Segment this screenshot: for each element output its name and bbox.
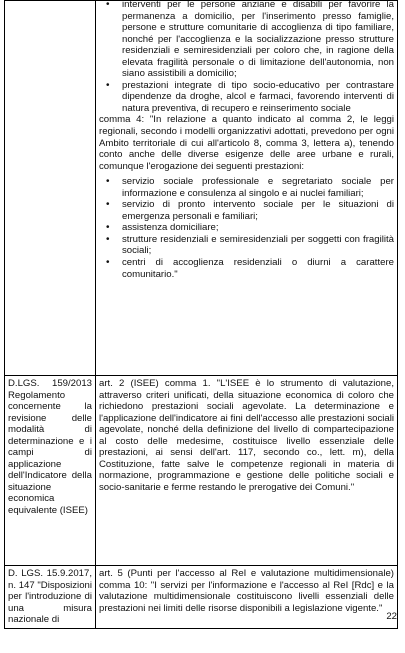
table-row [5,376,398,566]
list-item: • interventi per le persone anziane e disabili per favorire la permanenza a domicilio, per l'inserimento presso famiglie, persone e strutture comunitarie di accoglienza di tipo familiare, nonché per l'accoglienza e la socializzazione presso strutture residenziali e semiresidenziali per coloro che, in ragione della elevata fragilità personale o di limitazione dell'autonomia, non siano assistibili a domicilio; [99,0,394,80]
list-item: • centri di accoglienza residenziali o diurni a carattere comunitario." [99,257,394,280]
list-item: • strutture residenziali e semiresidenziali per soggetti con fragilità sociali; [99,234,394,257]
bullet-list-b [99,176,394,280]
row3-right-cell: art. 5 (Punti per l'accesso al ReI e valutazione multidimensionale) comma 10: "I servizi per l'informazione e l'accesso al ReI [Rdc] e la valutazione multidimensionale costituiscono livelli essenziali delle prestazioni nei limiti delle risorse disponibili a legislazione vigente." [96,566,398,629]
bullet-list-a [99,0,394,114]
row1-left-cell [5,1,96,376]
table-row [5,1,398,376]
document-table [4,0,398,629]
row1-right-cell [96,1,398,376]
list-item: • servizio sociale professionale e segretariato sociale per informazione e consulenza al singolo e ai nuclei familiari; [99,176,394,199]
row2-right-cell: art. 2 (ISEE) comma 1. "L'ISEE è lo strumento di valutazione, attraverso criteri unificati, della situazione economica di coloro che richiedono prestazioni sociali agevolate. La determinazione e l'applicazione dell'indicatore ai fini dell'accesso alle prestazioni sociali agevolate, nonché della definizione del livello di compartecipazione al costo delle medesime, costituisce livello essenziale delle prestazioni, ai sensi dell'art. 117, secondo co., lett. m), della Costituzione, fatte salve le competenze regionali in materia di normazione, programmazione e gestione delle politiche sociali e socio-sanitarie e ferme restando le prerogative dei Comuni." [96,376,398,566]
row3-left-cell: D. LGS. 15.9.2017, n. 147 "Disposizioni per l'introduzione di una misura nazionale di [5,566,96,629]
list-item: • servizio di pronto intervento sociale per le situazioni di emergenza personali e familiari; [99,199,394,222]
page-number: 22 [386,611,397,622]
table-row [5,566,398,629]
list-item: • assistenza domiciliare; [99,222,394,234]
comma-4-paragraph: comma 4: "In relazione a quanto indicato al comma 2, le leggi regionali, secondo i modelli organizzativi adottati, prevedono per ogni Ambito territoriale di cui all'articolo 8, comma 3, lettera a), tenendo conto anche delle diverse esigenze delle aree urbane e rurali, comunque l'erogazione dei seguenti prestazioni: [99,114,394,172]
list-item: • prestazioni integrate di tipo socio-educativo per contrastare dipendenze da droghe, alcol e farmaci, favorendo interventi di natura preventiva, di recupero e reinserimento sociale [99,80,394,115]
row2-left-cell: D.LGS. 159/2013 Regolamento concernente la revisione delle modalità di determinazione e i campi di applicazione dell'Indicatore della situazione economica equivalente (ISEE) [5,376,96,566]
